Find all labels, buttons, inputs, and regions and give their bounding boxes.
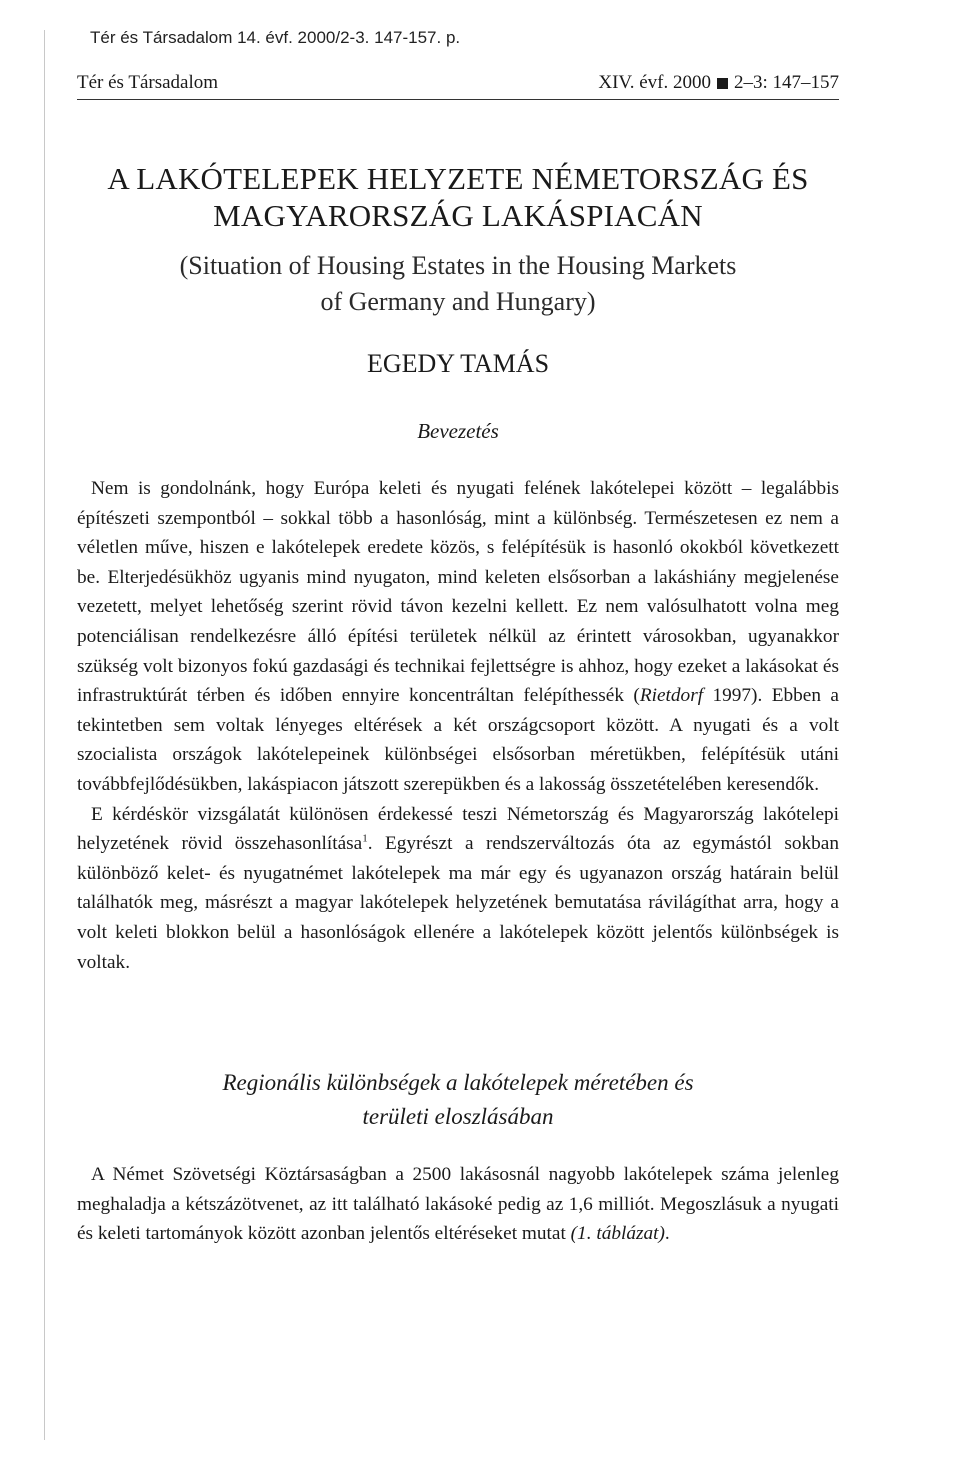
citation-author: Rietdorf: [639, 685, 704, 707]
issue-info: [598, 72, 839, 94]
paragraph-text: .: [664, 1223, 670, 1245]
section-heading-regional: [60, 1066, 856, 1134]
issue-volume-year: XIV. évf. 2000: [598, 72, 711, 93]
regional-body: [77, 1160, 839, 1249]
paragraph: [77, 1160, 839, 1249]
footnote-marker: 1: [362, 832, 368, 845]
article-subtitle: [60, 248, 856, 320]
paragraph-text: 1997). Ebben a tekintetben sem voltak lényeges eltérések a két országcsoport között. A nyugati és a volt szocialista országok lakótelepeinek különbségei elsősorban méretükben, felépítésük utáni továbbfejlődésükben, lakáspiacon játszott szerepükben és a lakosság összetételében keresendők.: [77, 685, 839, 795]
square-bullet-icon: [717, 78, 728, 89]
running-header: [77, 72, 839, 100]
article-subtitle-line-1: (Situation of Housing Estates in the Housing Markets: [179, 251, 737, 280]
paragraph: [77, 474, 839, 800]
intro-body: [77, 474, 839, 977]
article-subtitle-line-2: of Germany and Hungary): [320, 287, 596, 316]
paragraph-text: E kérdéskör vizsgálatát különösen érdekessé teszi Németország és Magyarország lakótelepi helyzetének rövid összehasonlítása: [77, 803, 839, 855]
table-reference: (1. táblázat): [570, 1223, 665, 1245]
paragraph-text: . Egyrészt a rendszerváltozás óta az egymástól sokban különböző kelet- és nyugatnémet lakótelepek ma már egy és ugyanazon ország határain belül találhatók meg, másrészt a magyar lakótelepek helyzetének bemutatása rávilágíthat arra, hogy a volt keleti blokkon belül a hasonlóságok ellenére a lakótelepek között jelentős különbségek is voltak.: [77, 833, 839, 973]
author-name: EGEDY TAMÁS: [366, 349, 550, 378]
section-heading-line-1: Regionális különbségek a lakótelepek méretében és: [222, 1070, 694, 1095]
article-title: [60, 160, 856, 234]
section-heading-intro: Bevezetés: [417, 419, 499, 443]
citation-line: Tér és Társadalom 14. évf. 2000/2-3. 147-157. p.: [90, 28, 461, 47]
issue-pages: 2–3: 147–157: [733, 72, 839, 93]
article-title-line-1: A LAKÓTELEPEK HELYZETE NÉMETORSZÁG ÉS: [107, 161, 809, 196]
paragraph: [77, 800, 839, 978]
paragraph-text: A Német Szövetségi Köztársaságban a 2500 lakásosnál nagyobb lakótelepek száma jelenleg meghaladja a kétszázötvenet, az itt található lakásoké pedig az 1,6 milliót. Megoszlásuk a nyugati és keleti tartományok között azonban jelentős eltéréseket mutat: [77, 1164, 839, 1245]
paragraph-text: Nem is gondolnánk, hogy Európa keleti és nyugati felének lakótelepei között – legalábbis építészeti szempontból – sokkal több a hasonlóság, mint a különbség. Természetesen ez nem a véletlen műve, hiszen e lakótelepek eredete közös, s felépítésük is hasonló okokból következett be. Elterjedésükhöz ugyanis mind nyugaton, mind keleten elsősorban a lakáshiány megjelenése vezetett, melyet lehetőség szerint rövid távon kezelni kellett. Ez nem valósulhatott volna meg potenciálisan rendelkezésre álló építési területek nélkül az érintett városokban, ugyanakkor szükség volt bizonyos fokú gazdasági és technikai fejlettségre is ahhoz, hogy ezeket a lakásokat és infrastruktúrát térben és időben ennyire koncentráltan felépíthessék (: [77, 478, 839, 707]
article-title-line-2: MAGYARORSZÁG LAKÁSPIACÁN: [213, 198, 703, 233]
journal-name: Tér és Társadalom: [77, 72, 219, 93]
section-heading-line-2: területi eloszlásában: [362, 1104, 554, 1129]
page-margin-line: [44, 30, 45, 1440]
